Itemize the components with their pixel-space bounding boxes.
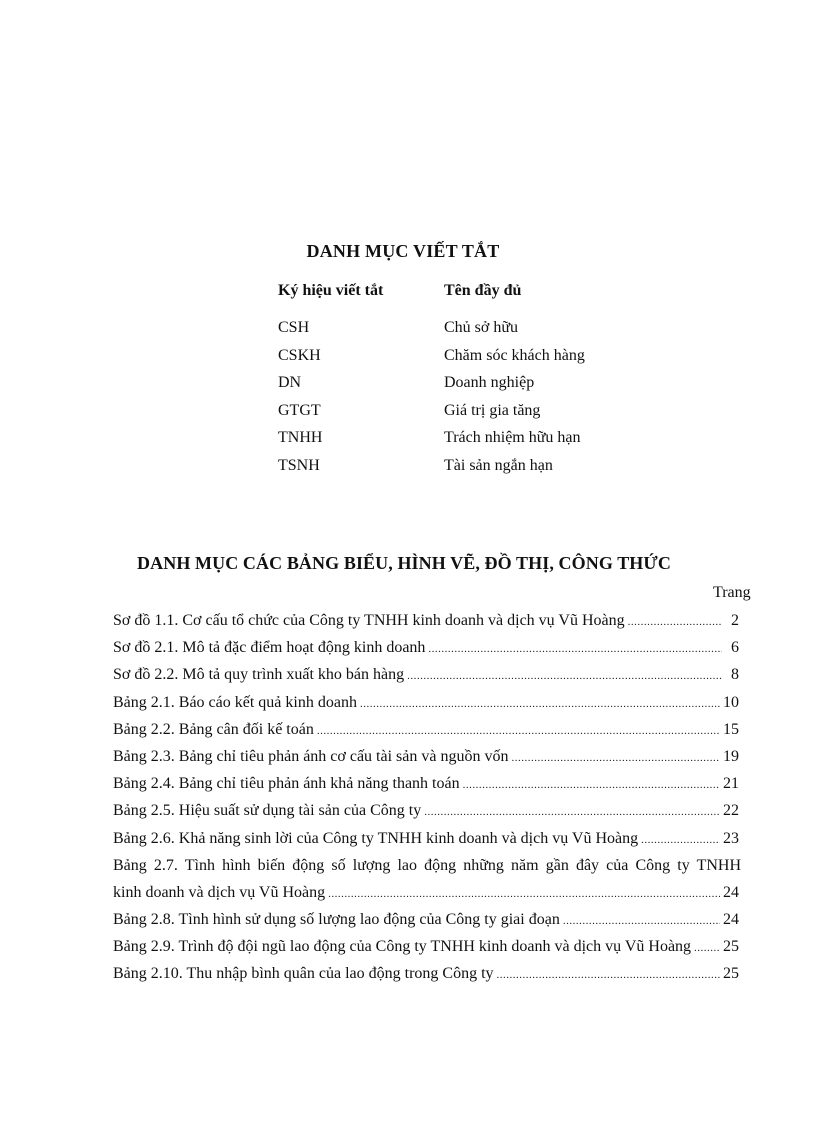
toc-entry[interactable] bbox=[113, 963, 741, 990]
abbreviation-row bbox=[278, 457, 658, 485]
abbreviation-full: Doanh nghiệp bbox=[444, 374, 535, 391]
toc-entry-text: Bảng 2.3. Bảng chỉ tiêu phản ánh cơ cấu tài sản và nguồn vốn bbox=[113, 747, 509, 765]
toc-entry-page: 10 bbox=[723, 693, 739, 711]
abbreviation-full: Tài sản ngắn hạn bbox=[444, 456, 553, 474]
dot-leader bbox=[497, 964, 720, 986]
toc-entry-text-continued: kinh doanh và dịch vụ Vũ Hoàng bbox=[113, 883, 326, 901]
toc-entry-text: Bảng 2.1. Báo cáo kết quả kinh doanh bbox=[113, 693, 357, 711]
toc-entry-page: 8 bbox=[731, 666, 739, 684]
abbreviation-row bbox=[278, 374, 658, 402]
toc-entry-text: Bảng 2.8. Tình hình sử dụng số lượng lao động của Công ty giai đoạn bbox=[113, 911, 560, 929]
abbreviations-header-row bbox=[278, 282, 658, 319]
toc-entry-page: 24 bbox=[723, 883, 739, 901]
dot-leader bbox=[360, 693, 720, 715]
toc-entry[interactable] bbox=[113, 855, 741, 909]
abbreviation-full: Chăm sóc khách hàng bbox=[444, 346, 585, 364]
toc-entry-text: Bảng 2.10. Thu nhập bình quân của lao động trong Công ty bbox=[113, 965, 494, 983]
abbreviation-short: TSNH bbox=[278, 456, 320, 474]
dot-leader bbox=[424, 801, 720, 823]
toc-entry-text: Bảng 2.9. Trình độ đội ngũ lao động của Công ty TNHH kinh doanh và dịch vụ Vũ Hoàng bbox=[113, 938, 692, 956]
toc-entry[interactable] bbox=[113, 692, 741, 719]
dot-leader bbox=[428, 638, 722, 660]
toc-entry-page: 25 bbox=[723, 938, 739, 956]
dot-leader bbox=[511, 747, 720, 769]
toc-entry[interactable] bbox=[113, 828, 741, 855]
toc-entry-text: Sơ đồ 2.1. Mô tả đặc điểm hoạt động kinh doanh bbox=[113, 639, 426, 657]
dot-leader bbox=[317, 720, 720, 742]
list-of-tables bbox=[113, 610, 741, 991]
toc-entry-text: Bảng 2.6. Khả năng sinh lời của Công ty TNHH kinh doanh và dịch vụ Vũ Hoàng bbox=[113, 829, 639, 847]
toc-entry-page: 15 bbox=[723, 720, 739, 738]
abbreviation-short: CSH bbox=[278, 319, 310, 336]
toc-entry[interactable] bbox=[113, 610, 741, 637]
toc-entry[interactable] bbox=[113, 746, 741, 773]
abbreviation-row bbox=[278, 402, 658, 430]
toc-entry[interactable] bbox=[113, 773, 741, 800]
toc-entry-page: 21 bbox=[723, 775, 739, 793]
toc-entry[interactable] bbox=[113, 664, 741, 691]
toc-entry-text: Bảng 2.4. Bảng chỉ tiêu phản ánh khả năng thanh toán bbox=[113, 775, 460, 793]
dot-leader bbox=[628, 611, 722, 633]
abbreviations-title: DANH MỤC VIẾT TẮT bbox=[306, 241, 500, 261]
abbreviation-header-full: Tên đầy đủ bbox=[444, 282, 522, 299]
abbreviation-row bbox=[278, 347, 658, 375]
toc-entry-page: 6 bbox=[731, 639, 739, 657]
toc-entry[interactable] bbox=[113, 719, 741, 746]
abbreviation-short: TNHH bbox=[278, 429, 323, 446]
toc-entry-page: 2 bbox=[731, 612, 739, 629]
toc-entry-page: 19 bbox=[723, 747, 739, 765]
abbreviation-short: CSKH bbox=[278, 346, 321, 364]
toc-entry[interactable] bbox=[113, 800, 741, 827]
toc-entry-text: Bảng 2.5. Hiệu suất sử dụng tài sản của Công ty bbox=[113, 802, 422, 820]
abbreviation-full: Trách nhiệm hữu hạn bbox=[444, 429, 581, 446]
abbreviation-header-short: Ký hiệu viết tắt bbox=[278, 282, 384, 299]
toc-entry-text: Sơ đồ 1.1. Cơ cấu tổ chức của Công ty TNHH kinh doanh và dịch vụ Vũ Hoàng bbox=[113, 612, 625, 629]
dot-leader bbox=[563, 910, 720, 932]
toc-entry[interactable] bbox=[113, 936, 741, 963]
dot-leader bbox=[641, 829, 720, 851]
dot-leader bbox=[328, 883, 720, 905]
abbreviation-full: Chủ sở hữu bbox=[444, 319, 519, 336]
abbreviation-short: DN bbox=[278, 374, 302, 391]
abbreviation-row bbox=[278, 319, 658, 347]
toc-entry[interactable] bbox=[113, 909, 741, 936]
toc-entry[interactable] bbox=[113, 637, 741, 664]
toc-entry-page: 23 bbox=[723, 829, 739, 847]
dot-leader bbox=[694, 937, 720, 959]
abbreviation-row bbox=[278, 429, 658, 457]
dot-leader bbox=[463, 774, 720, 796]
toc-entry-text: Bảng 2.2. Bảng cân đối kế toán bbox=[113, 720, 314, 738]
abbreviation-short: GTGT bbox=[278, 401, 321, 419]
abbreviations-table bbox=[278, 282, 658, 484]
toc-entry-page: 22 bbox=[723, 802, 739, 820]
abbreviation-full: Giá trị gia tăng bbox=[444, 401, 541, 419]
page-column-header: Trang bbox=[713, 584, 751, 601]
list-of-tables-title: DANH MỤC CÁC BẢNG BIỂU, HÌNH VẼ, ĐỒ THỊ, CÔNG THỨC bbox=[137, 553, 671, 573]
dot-leader bbox=[407, 665, 722, 687]
toc-entry-page: 24 bbox=[723, 911, 739, 929]
toc-entry-text: Bảng 2.7. Tình hình biến động số lượng lao động những năm gần đây của Công ty TNHH bbox=[113, 856, 741, 874]
toc-entry-page: 25 bbox=[723, 965, 739, 983]
toc-entry-text: Sơ đồ 2.2. Mô tả quy trình xuất kho bán hàng bbox=[113, 666, 405, 684]
